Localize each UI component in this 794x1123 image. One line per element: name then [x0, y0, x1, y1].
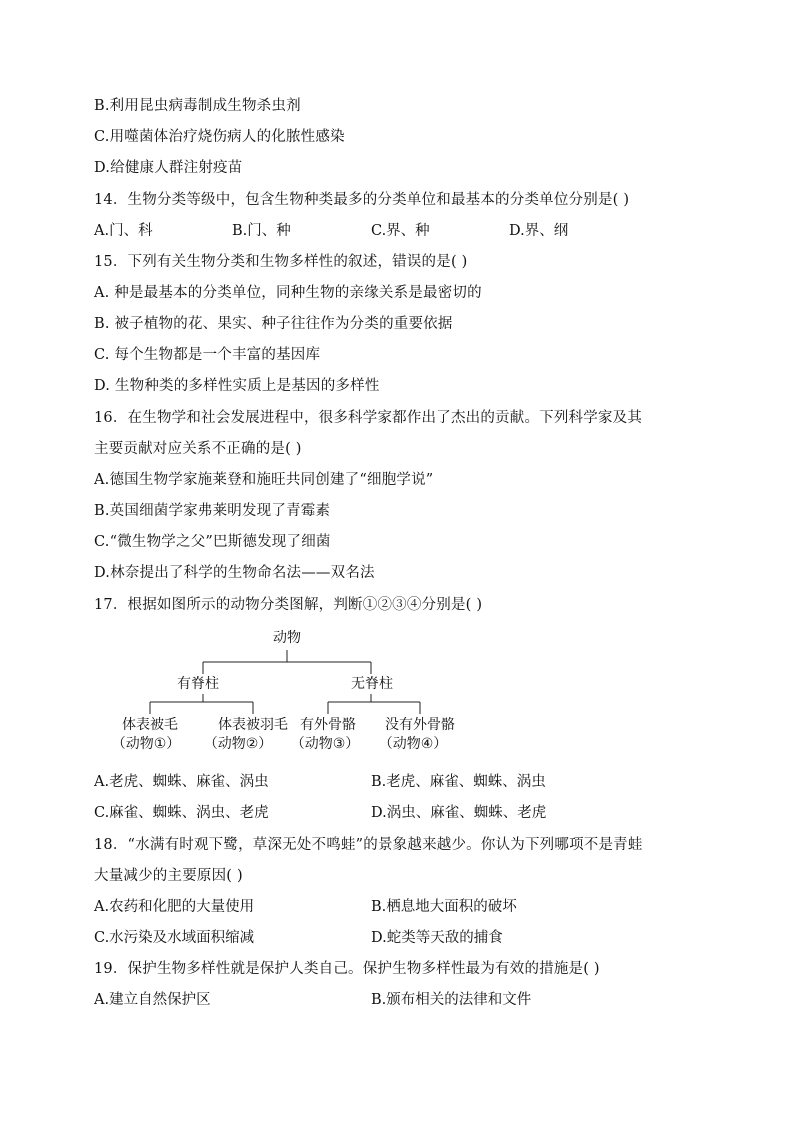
q17-option-b: B.老虎、麻雀、蜘蛛、涡虫: [371, 774, 546, 790]
tree-root-label: 动物: [273, 630, 301, 646]
q16-option-a: A.德国生物学家施莱登和施旺共同创建了“细胞学说”: [94, 472, 434, 488]
q15-option-b: B. 被子植物的花、果实、种子往往作为分类的重要依据: [94, 316, 453, 332]
question-16-line-1: 16．在生物学和社会发展进程中，很多科学家都作出了杰出的贡献。下列科学家及其: [94, 410, 643, 426]
q17-option-a: A.老虎、蜘蛛、麻雀、涡虫: [94, 774, 269, 790]
q17-option-c: C.麻雀、蜘蛛、涡虫、老虎: [94, 805, 269, 821]
q18-option-c: C.水污染及水域面积缩减: [94, 930, 255, 946]
q13-option-c: C.用噬菌体治疗烧伤病人的化脓性感染: [94, 129, 345, 145]
question-17: 17．根据如图所示的动物分类图解，判断①②③④分别是( ): [94, 597, 483, 613]
question-18-line-2: 大量减少的主要原因( ): [94, 868, 243, 884]
leaf-2-sub: （动物②）: [203, 736, 273, 752]
leaf-2-label: 体表被羽毛: [218, 717, 288, 733]
q16-option-d: D.林奈提出了科学的生物命名法——双名法: [94, 565, 375, 581]
q18-option-b: B.栖息地大面积的破坏: [371, 899, 517, 915]
q15-option-c: C. 每个生物都是一个丰富的基因库: [94, 347, 321, 363]
q18-option-d: D.蛇类等天敌的捕食: [371, 930, 503, 946]
q13-option-b: B.利用昆虫病毒制成生物杀虫剂: [94, 98, 301, 114]
leaf-1-label: 体表被毛: [122, 717, 178, 733]
q16-option-c: C.“微生物学之父”巴斯德发现了细菌: [94, 534, 331, 550]
leaf-4-label: 没有外骨骼: [385, 717, 455, 733]
q19-option-a: A.建立自然保护区: [94, 992, 211, 1008]
question-16-line-2: 主要贡献对应关系不正确的是( ): [94, 441, 302, 457]
q18-option-a: A.农药和化肥的大量使用: [94, 899, 255, 915]
leaf-3-label: 有外骨骼: [300, 717, 356, 733]
q13-option-d: D.给健康人群注射疫苗: [94, 160, 243, 176]
question-19: 19．保护生物多样性就是保护人类自己。保护生物多样性最为有效的措施是( ): [94, 961, 600, 977]
q14-option-c: C.界、种: [371, 223, 430, 239]
q15-option-d: D. 生物种类的多样性实质上是基因的多样性: [94, 378, 380, 394]
question-18-line-1: 18．“水满有时观下鹭，草深无处不鸣蛙”的景象越来越少。你认为下列哪项不是青蛙: [94, 837, 643, 853]
q17-option-d: D.涡虫、麻雀、蜘蛛、老虎: [371, 805, 547, 821]
q15-option-a: A. 种是最基本的分类单位，同种生物的亲缘关系是最密切的: [94, 285, 482, 301]
q14-option-d: D.界、纲: [509, 223, 569, 239]
question-14: 14．生物分类等级中，包含生物种类最多的分类单位和最基本的分类单位分别是( ): [94, 192, 630, 208]
tree-left-label: 有脊柱: [177, 676, 219, 692]
leaf-4-sub: （动物④）: [378, 736, 448, 752]
q16-option-b: B.英国细菌学家弗莱明发现了青霉素: [94, 503, 331, 519]
question-15: 15．下列有关生物分类和生物多样性的叙述，错误的是( ): [94, 254, 468, 270]
leaf-1-sub: （动物①）: [111, 736, 181, 752]
q14-option-b: B.门、种: [232, 223, 291, 239]
animal-classification-diagram: [100, 622, 480, 762]
q14-option-a: A.门、科: [94, 223, 153, 239]
leaf-3-sub: （动物③）: [290, 736, 360, 752]
q19-option-b: B.颁布相关的法律和文件: [371, 992, 532, 1008]
tree-right-label: 无脊柱: [351, 676, 393, 692]
